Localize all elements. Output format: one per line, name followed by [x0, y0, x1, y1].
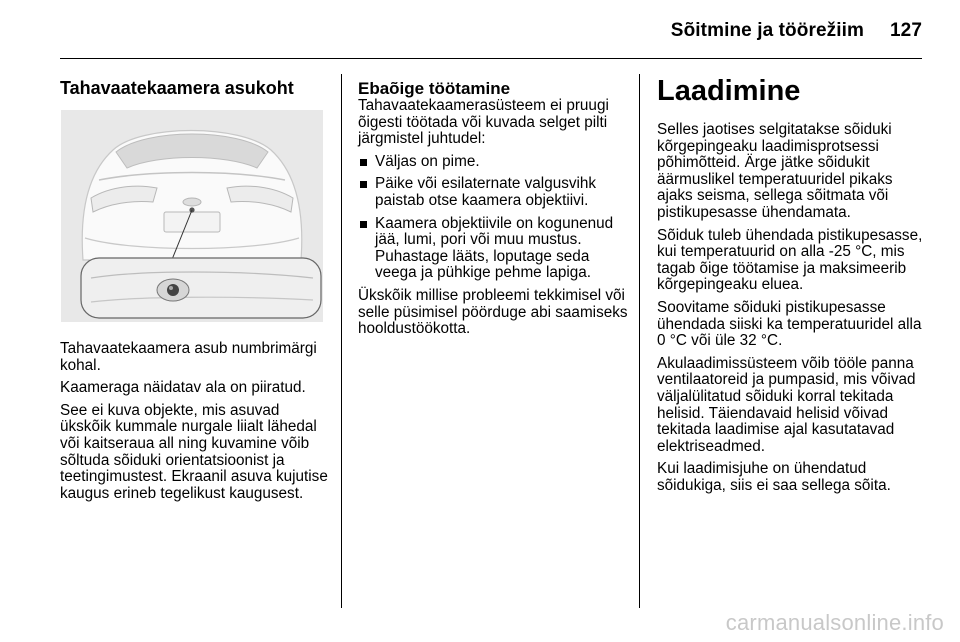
conditions-list — [358, 154, 628, 282]
column-1 — [60, 78, 328, 508]
column-divider-2 — [639, 74, 640, 608]
list-item: Väljas on pime. — [358, 154, 628, 171]
list-item: Kaamera objektiivile on kogunenud jää, lumi, pori või muu mustus. Puhastage lääts, loputage seda veega ja pühkige pehme lapiga. — [358, 216, 628, 282]
page-number: 127 — [889, 20, 922, 41]
paragraph-3: Soovitame sõiduki pistikupesasse ühendada siiski ka temperatuuridel alla 0 °C või üle 32 °C. — [657, 298, 922, 350]
chapter-heading-charging: Laadimine — [657, 75, 801, 107]
column-2 — [358, 80, 628, 344]
rear-camera-location-illustration — [61, 110, 323, 322]
paragraph-2: Kaameraga näidatav ala on piiratud. — [60, 379, 306, 397]
outro-paragraph: Ükskõik millise probleemi tekkimisel või selle püsimisel pöörduge abi saamiseks hooldustöökotta. — [358, 286, 628, 338]
header-rule — [60, 58, 922, 59]
paragraph-1: Tahavaatekaamera asub numbrimärgi kohal. — [60, 340, 317, 374]
section-heading-malfunction: Ebaõige töötamine — [358, 79, 511, 98]
column-3 — [657, 76, 925, 500]
column-divider-1 — [341, 74, 342, 608]
paragraph-1: Selles jaotises selgitatakse sõiduki kõrgepingeaku laadimisprotsessi põhimõtteid. Ärge jätke sõidukit äärmuslikel temperatuuridel pikaks ajaks seisma, sellega sõitmata või pistikupesasse ühendamata. — [657, 121, 893, 221]
paragraph-5: Kui laadimisjuhe on ühendatud sõidukiga, siis ei saa sellega sõita. — [657, 460, 891, 494]
paragraph-4: Akulaadimissüsteem võib tööle panna ventilaatoreid ja pumpasid, mis võivad väljalülitatud sõiduki korral tekitada helisid. Täiendavaid helisid võivad tekitada laadimise ajal kasutatavad elektriseadmed. — [657, 354, 916, 455]
running-head-title: Sõitmine ja töörežiim — [670, 20, 864, 41]
list-item: Päike või esilaternate valgusvihk paistab otse kaamera objektiivi. — [358, 176, 628, 209]
intro-paragraph: Tahavaatekaamerasüsteem ei pruugi õigesti töötada või kuvada selget pilti järgmistel juhtudel: — [358, 97, 609, 148]
section-heading-camera-location: Tahavaatekaamera asukoht — [60, 78, 294, 98]
running-head — [671, 20, 922, 42]
paragraph-3: See ei kuva objekte, mis asuvad ükskõik kummale nurgale liialt lähedal või kaitseraua all ning kuvamine võib sõltuda sõiduki orientatsioonist ja teetingimustest. Ekraanil asuva kujutise kaugus erineb tegelikust kaugusest. — [60, 401, 328, 502]
paragraph-2: Sõiduk tuleb ühendada pistikupesasse, kui temperatuurid on alla -25 °C, mis tagab õige töötamise ja maksimeerib kõrgepingeaku eluea. — [657, 226, 923, 294]
watermark: carmanualsonline.info — [725, 610, 944, 635]
